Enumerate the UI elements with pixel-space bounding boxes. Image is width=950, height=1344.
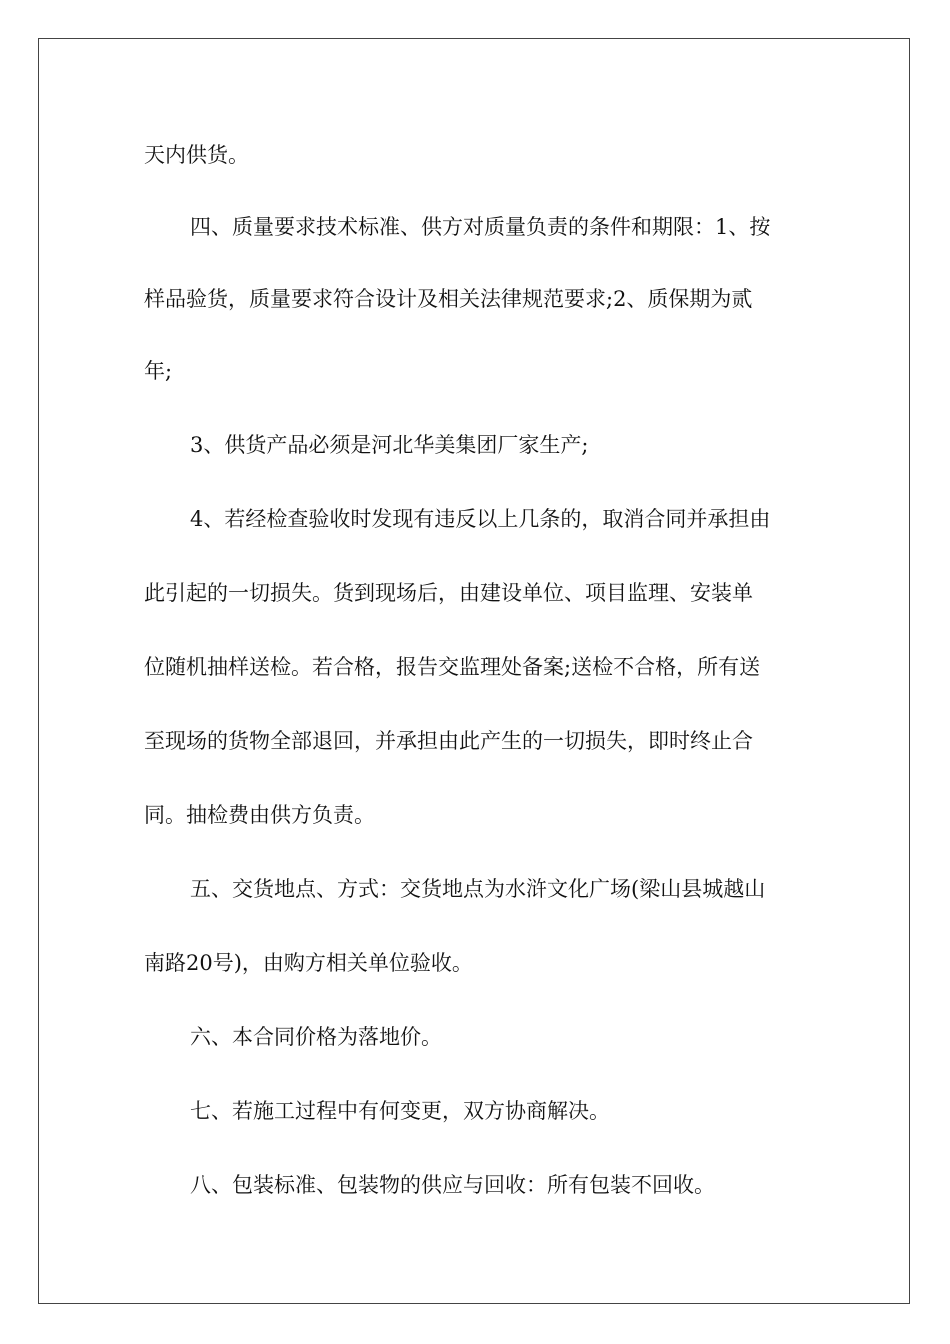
- paragraph-four-line-3: 年;: [144, 359, 173, 383]
- paragraph-six-line: 六、本合同价格为落地价。: [190, 1025, 442, 1049]
- paragraph-eight-line: 八、包装标准、包装物的供应与回收：所有包装不回收。: [190, 1173, 715, 1197]
- paragraph-five-line-2: 南路20号)，由购方相关单位验收。: [144, 951, 473, 975]
- item-4-line-4: 至现场的货物全部退回，并承担由此产生的一切损失，即时终止合: [144, 729, 753, 753]
- paragraph-five-line-1: 五、交货地点、方式：交货地点为水浒文化广场(梁山县城越山: [190, 877, 766, 901]
- item-3-line: 3、供货产品必须是河北华美集团厂家生产;: [190, 433, 589, 457]
- item-4-line-5: 同。抽检费由供方负责。: [144, 803, 375, 827]
- paragraph-four-line-2: 样品验货，质量要求符合设计及相关法律规范要求;2、质保期为贰: [144, 287, 753, 311]
- item-4-line-1: 4、若经检查验收时发现有违反以上几条的，取消合同并承担由: [190, 507, 771, 531]
- item-4-line-2: 此引起的一切损失。货到现场后，由建设单位、项目监理、安装单: [144, 581, 753, 605]
- paragraph-four-line-1: 四、质量要求技术标准、供方对质量负责的条件和期限：1、按: [190, 215, 771, 239]
- paragraph-seven-line: 七、若施工过程中有何变更，双方协商解决。: [190, 1099, 610, 1123]
- text-line: 天内供货。: [144, 143, 249, 167]
- item-4-line-3: 位随机抽样送检。若合格，报告交监理处备案;送检不合格，所有送: [144, 655, 761, 679]
